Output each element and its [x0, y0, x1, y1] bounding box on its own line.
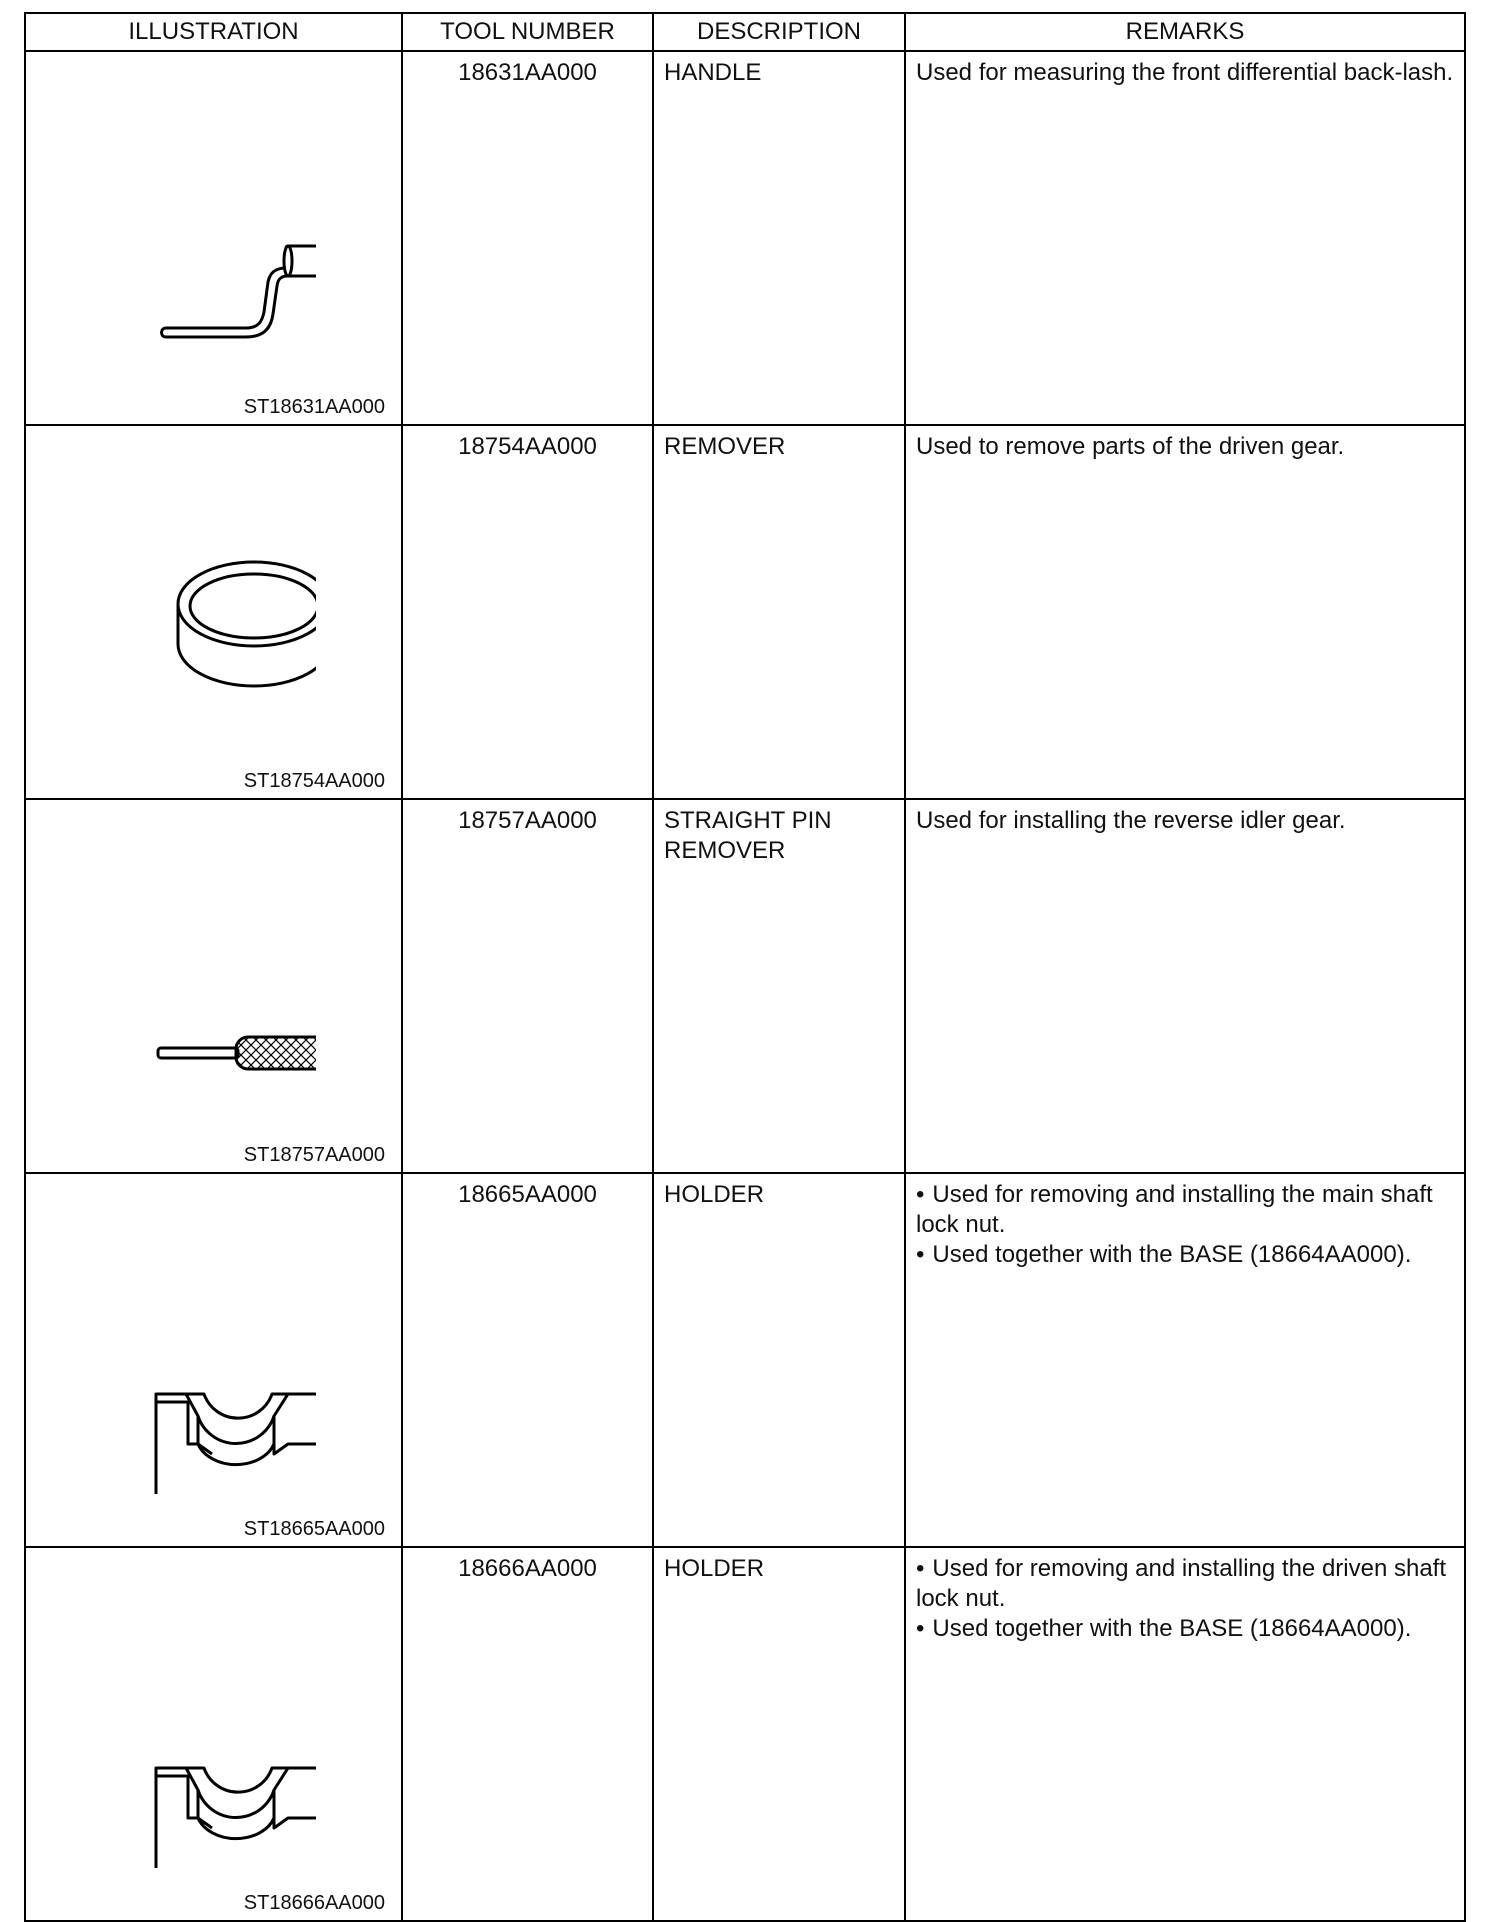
tool-description: HOLDER [653, 1547, 905, 1921]
illustration-cell [25, 425, 402, 799]
pin-remover-icon [116, 920, 316, 1120]
remark-text: Used to remove parts of the driven gear. [916, 433, 1345, 460]
table-row [25, 51, 1465, 425]
illustration-cell [25, 1173, 402, 1547]
tool-number: 18754AA000 [402, 425, 653, 799]
illustration-code: ST18666AA000 [243, 1892, 385, 1914]
table-row [25, 425, 1465, 799]
illustration-code: ST18757AA000 [243, 1144, 385, 1166]
ring-remover-icon [116, 546, 316, 746]
remark-bullet: • Used for removing and installing the driven shaft lock nut. [916, 1555, 1447, 1612]
holder-icon [116, 1294, 316, 1494]
illustration-code: ST18665AA000 [243, 1518, 385, 1540]
illustration-cell [25, 799, 402, 1173]
remark-text: Used together with the BASE (18664AA000). [932, 1615, 1412, 1642]
tool-description: STRAIGHT PIN REMOVER [653, 799, 905, 1173]
table-row [25, 799, 1465, 1173]
table-row [25, 1547, 1465, 1921]
table-header-row [25, 13, 1465, 51]
tool-number: 18665AA000 [402, 1173, 653, 1547]
remark-text: Used for measuring the front differential back-lash. [916, 59, 1454, 86]
remark-text: Used for removing and installing the main shaft lock nut. [916, 1181, 1433, 1238]
remark-bullet: • Used for removing and installing the main shaft lock nut. [916, 1181, 1433, 1238]
remark-text: Used for removing and installing the driven shaft lock nut. [916, 1555, 1447, 1612]
tool-description: HOLDER [653, 1173, 905, 1547]
tool-remarks [905, 425, 1465, 799]
tool-remarks [905, 1547, 1465, 1921]
illustration-code: ST18631AA000 [243, 396, 385, 418]
table-row [25, 1173, 1465, 1547]
illustration-cell [25, 1547, 402, 1921]
holder-icon [116, 1668, 316, 1868]
header-tool-number: TOOL NUMBER [402, 13, 653, 51]
header-description: DESCRIPTION [653, 13, 905, 51]
header-illustration: ILLUSTRATION [25, 13, 402, 51]
handle-icon [116, 172, 316, 372]
remark-text: Used together with the BASE (18664AA000). [932, 1241, 1412, 1268]
header-remarks: REMARKS [905, 13, 1465, 51]
tool-description: HANDLE [653, 51, 905, 425]
tool-number: 18631AA000 [402, 51, 653, 425]
remark-bullet: • Used together with the BASE (18664AA000). [916, 1241, 1412, 1268]
tool-number: 18757AA000 [402, 799, 653, 1173]
remark-text: Used for installing the reverse idler gear. [916, 807, 1346, 834]
special-tools-table [24, 12, 1466, 1922]
remark-bullet: • Used together with the BASE (18664AA000). [916, 1615, 1412, 1642]
tool-remarks [905, 51, 1465, 425]
illustration-cell [25, 51, 402, 425]
illustration-code: ST18754AA000 [243, 770, 385, 792]
tool-description: REMOVER [653, 425, 905, 799]
tool-remarks [905, 799, 1465, 1173]
tool-remarks [905, 1173, 1465, 1547]
tool-number: 18666AA000 [402, 1547, 653, 1921]
